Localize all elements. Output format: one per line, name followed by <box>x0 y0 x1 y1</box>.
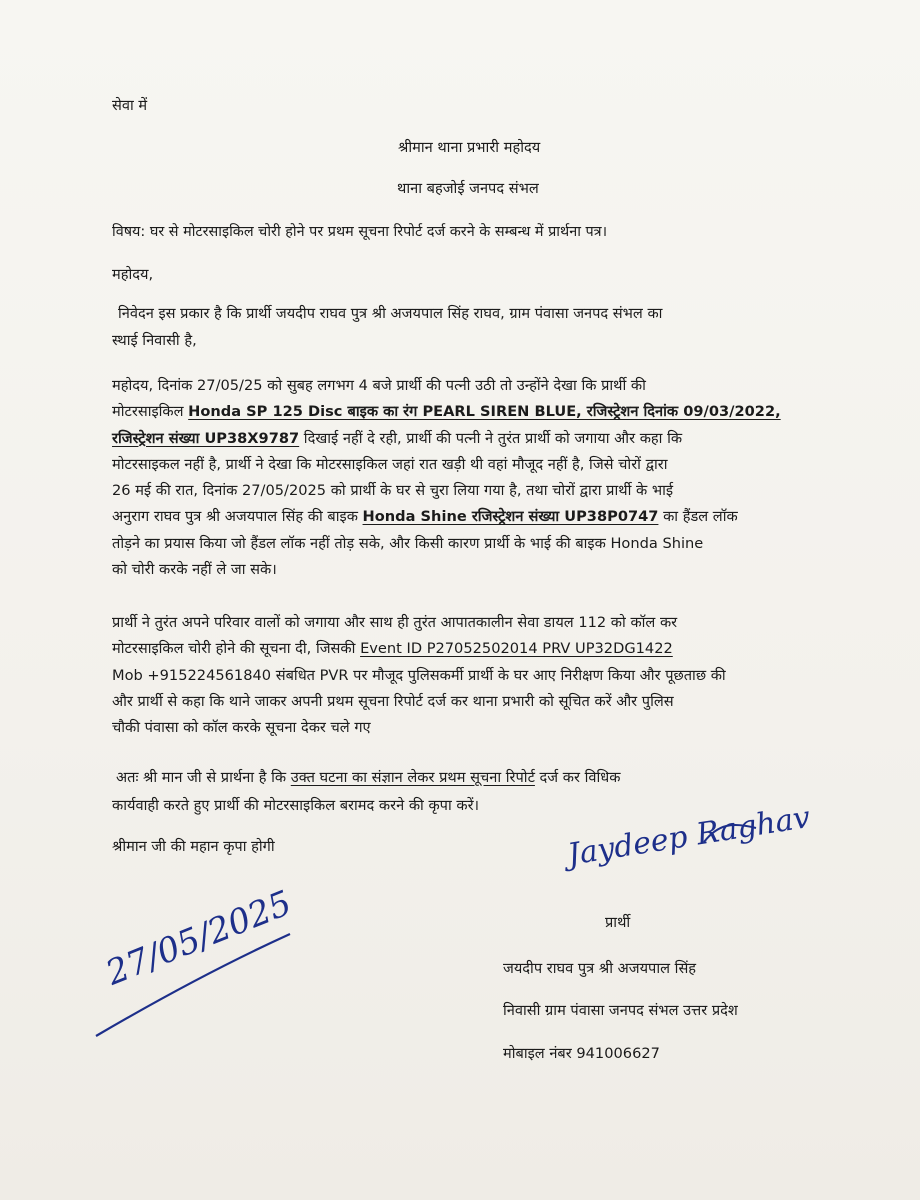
incident-line-8: को चोरी करके नहीं ले जा सके। <box>112 561 277 579</box>
police-line-4: और प्रार्थी से कहा कि थाने जाकर अपनी प्रथम सूचना रिपोर्ट दर्ज कर थाना प्रभारी को सूचित करें और पुलिस <box>112 692 674 710</box>
police-line-2-text: मोटरसाइकिल चोरी होने की सूचना दी, जिसकी <box>112 640 361 658</box>
request-line-1 <box>116 764 816 792</box>
request-line-1-end: दर्ज कर विधिक <box>534 769 621 786</box>
incident-line-3-text: दिखाई नहीं दे रही, प्रार्थी की पत्नी ने तुरंत प्रार्थी को जगाया और कहा कि <box>299 429 683 447</box>
incident-line-5: 26 मई की रात, दिनांक 27/05/2025 को प्रार्थी के घर से चुरा लिया गया है, तथा चोरों द्वारा प्रार्थी के भाई <box>112 482 674 500</box>
request-line-1-text: अतः श्री मान जी से प्रार्थना है कि <box>116 769 291 786</box>
incident-line-1: महोदय, दिनांक 27/05/25 को सुबह लगभग 4 बजे प्रार्थी की पत्नी उठी तो उन्होंने देखा कि प्रार्थी की <box>112 377 646 394</box>
bike-details: Honda SP 125 Disc बाइक का रंग PEARL SIREN BLUE, रजिस्ट्रेशन दिनांक 09/03/2022, <box>188 403 781 421</box>
incident-line-2 <box>112 399 816 425</box>
incident-line-3 <box>112 426 816 452</box>
police-line-2 <box>112 636 816 662</box>
recipient-title: श्रीमान थाना प्रभारी महोदय <box>398 139 541 156</box>
request-paragraph <box>112 764 816 820</box>
applicant-label: प्रार्थी <box>605 914 631 931</box>
closing-line: श्रीमान जी की महान कृपा होगी <box>112 838 275 855</box>
police-line-5: चौकी पंवासा को कॉल करके सूचना देकर चले गए <box>112 719 371 737</box>
applicant-address: निवासी ग्राम पंवासा जनपद संभल उत्तर प्रदेश <box>503 1002 738 1019</box>
incident-line-6-end: का हैंडल लॉक <box>658 508 738 526</box>
incident-line-6 <box>112 504 816 530</box>
request-line-2: कार्यवाही करते हुए प्रार्थी की मोटरसाइकिल बरामद करने की कृपा करें। <box>112 797 480 814</box>
salutation-to: सेवा में <box>112 97 148 114</box>
incident-line-4: मोटरसाइकल नहीं है, प्रार्थी ने देखा कि मोटरसाइकिल जहां रात खड़ी थी वहां मौजूद नहीं है, जिसे चोरों द्वारा <box>112 455 668 473</box>
signature: Jaydeep Raghav <box>565 799 813 873</box>
applicant-name: जयदीप राघव पुत्र श्री अजयपाल सिंह <box>503 960 697 977</box>
recipient-station: थाना बहजोई जनपद संभल <box>397 180 539 197</box>
incident-line-7: तोड़ने का प्रयास किया जो हैंडल लॉक नहीं तोड़ सके, और किसी कारण प्रार्थी के भाई की बाइक Honda Shine <box>112 534 704 552</box>
intro-line-2: स्थाई निवासी है, <box>112 331 197 349</box>
subject-line: विषय: घर से मोटरसाइकिल चोरी होने पर प्रथम सूचना रिपोर्ट दर्ज करने के सम्बन्ध में प्रार्थना पत्र। <box>112 224 608 240</box>
incident-line-2-text: मोटरसाइकिल <box>112 403 189 421</box>
handwritten-date: 27/05/2025 <box>100 883 298 994</box>
brother-bike-details: Honda Shine रजिस्ट्रेशन संख्या UP38P0747 <box>362 508 659 526</box>
incident-paragraph <box>112 373 816 583</box>
intro-paragraph <box>112 301 812 354</box>
police-line-3: Mob +915224561840 संबधित PVR पर मौजूद पुलिसकर्मी प्रार्थी के घर आए निरीक्षण किया और पूछताछ की <box>112 666 726 684</box>
registration-number: रजिस्ट्रेशन संख्या UP38X9787 <box>112 429 300 447</box>
request-underlined: उक्त घटना का संज्ञान लेकर प्रथम सूचना रिपोर्ट <box>290 769 535 786</box>
intro-line-1: निवेदन इस प्रकार है कि प्रार्थी जयदीप राघव पुत्र श्री अजयपाल सिंह राघव, ग्राम पंवासा जनपद संभल का <box>118 305 663 322</box>
event-id: Event ID P27052502014 PRV UP32DG1422 <box>360 640 673 658</box>
applicant-mobile: मोबाइल नंबर 941006627 <box>503 1045 660 1062</box>
police-paragraph <box>112 610 816 741</box>
greeting: महोदय, <box>112 266 154 283</box>
date-underline-icon <box>94 930 294 1040</box>
police-line-1: प्रार्थी ने तुरंत अपने परिवार वालों को जगाया और साथ ही तुरंत आपातकालीन सेवा डायल 112 को कॉल कर <box>112 614 678 631</box>
incident-line-6-text: अनुराग राघव पुत्र श्री अजयपाल सिंह की बाइक <box>112 508 363 526</box>
signature-flourish-icon <box>700 820 760 850</box>
